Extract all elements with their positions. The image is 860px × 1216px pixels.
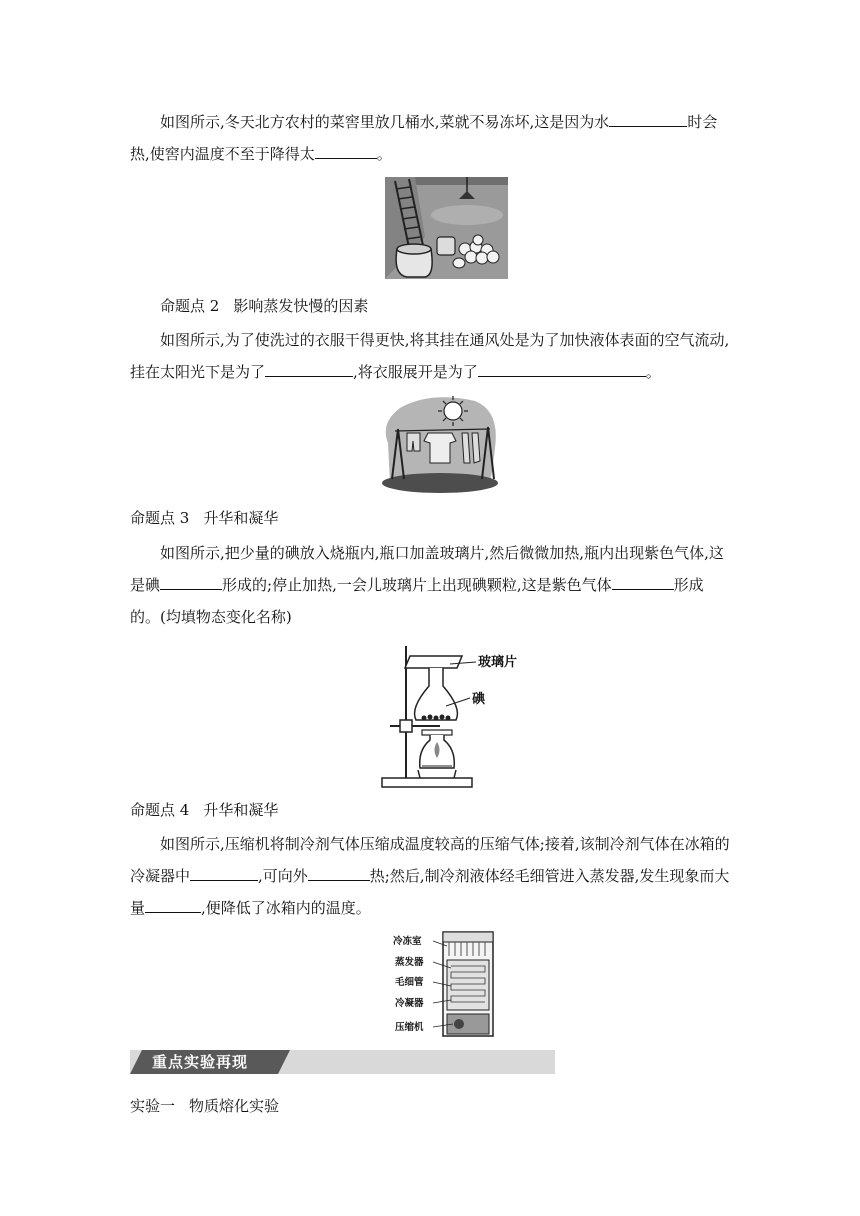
iodine-flask-figure — [380, 638, 530, 790]
heading-title: 升华和凝华 — [203, 509, 279, 527]
experiment-heading — [130, 1095, 279, 1117]
fridge-label-capillary: 毛细管 — [395, 977, 424, 988]
flask-label-iodine: 碘 — [472, 692, 486, 707]
answer-blank[interactable] — [265, 358, 353, 377]
answer-blank[interactable] — [145, 894, 201, 913]
paragraph-text: 如图所示,为了使洗过的衣服干得更快,将其挂在通风处是为了加快液体表面的空气流动,挂在太阳光下是为了 — [130, 331, 730, 381]
question-paragraph-3 — [130, 537, 730, 633]
cellar-figure — [385, 177, 508, 279]
experiment-number: 实验一 — [130, 1097, 176, 1115]
answer-blank[interactable] — [315, 140, 377, 159]
paragraph-text: 热;然后,制冷剂液体经毛细管进入蒸发器,发生现象而大量 — [130, 867, 730, 917]
paragraph-text: ,可向外 — [258, 867, 308, 885]
fridge-label-condenser: 冷凝器 — [395, 998, 424, 1009]
heading-number: 命题点 4 — [130, 801, 190, 819]
answer-blank[interactable] — [308, 862, 370, 881]
heading-title: 影响蒸发快慢的因素 — [233, 297, 369, 315]
paragraph-text: 。 — [645, 363, 661, 381]
answer-blank[interactable] — [609, 108, 687, 127]
answer-blank[interactable] — [612, 571, 674, 590]
section-heading-3 — [130, 507, 278, 529]
section-heading-2 — [160, 295, 368, 317]
paragraph-text: 形成的。(均填物态变化名称) — [130, 576, 704, 626]
section-banner — [130, 1050, 555, 1074]
fridge-label-evaporator: 蒸发器 — [395, 957, 424, 968]
paragraph-text: 如图所示,压缩机将制冷剂气体压缩成温度较高的压缩气体;接着,该制冷剂气体在冰箱的冷凝器中 — [130, 835, 730, 885]
question-paragraph-2 — [130, 324, 730, 388]
paragraph-text: ,便降低了冰箱内的温度。 — [201, 899, 371, 917]
question-paragraph-1 — [130, 106, 730, 170]
paragraph-text: 。 — [376, 145, 392, 163]
question-paragraph-4 — [130, 828, 730, 924]
answer-blank[interactable] — [478, 358, 646, 377]
paragraph-text: 时会热,使窖内温度不至于降得太 — [130, 113, 718, 163]
experiment-title: 物质熔化实验 — [189, 1097, 280, 1115]
heading-number: 命题点 3 — [130, 509, 190, 527]
heading-title: 升华和凝华 — [203, 801, 279, 819]
section-heading-4 — [130, 799, 278, 821]
paragraph-text: 如图所示,冬天北方农村的菜窖里放几桶水,菜就不易冻坏,这是因为水 — [160, 113, 610, 131]
clothesline-figure — [380, 393, 500, 495]
paragraph-text: 如图所示,把少量的碘放入烧瓶内,瓶口加盖玻璃片,然后微微加热,瓶内出现紫色气体,这是碘 — [130, 544, 724, 594]
answer-blank[interactable] — [190, 862, 258, 881]
banner-title: 重点实验再现 — [152, 1053, 249, 1071]
refrigerator-figure — [393, 928, 503, 1044]
paragraph-text: ,将衣服展开是为了 — [353, 363, 478, 381]
heading-number: 命题点 2 — [160, 297, 220, 315]
paragraph-text: 形成的;停止加热,一会儿玻璃片上出现碘颗粒,这是紫色气体 — [222, 576, 612, 594]
fridge-label-freezer: 冷冻室 — [393, 936, 422, 947]
flask-label-glass: 玻璃片 — [478, 655, 518, 670]
answer-blank[interactable] — [160, 571, 222, 590]
fridge-label-compressor: 压缩机 — [395, 1022, 424, 1033]
